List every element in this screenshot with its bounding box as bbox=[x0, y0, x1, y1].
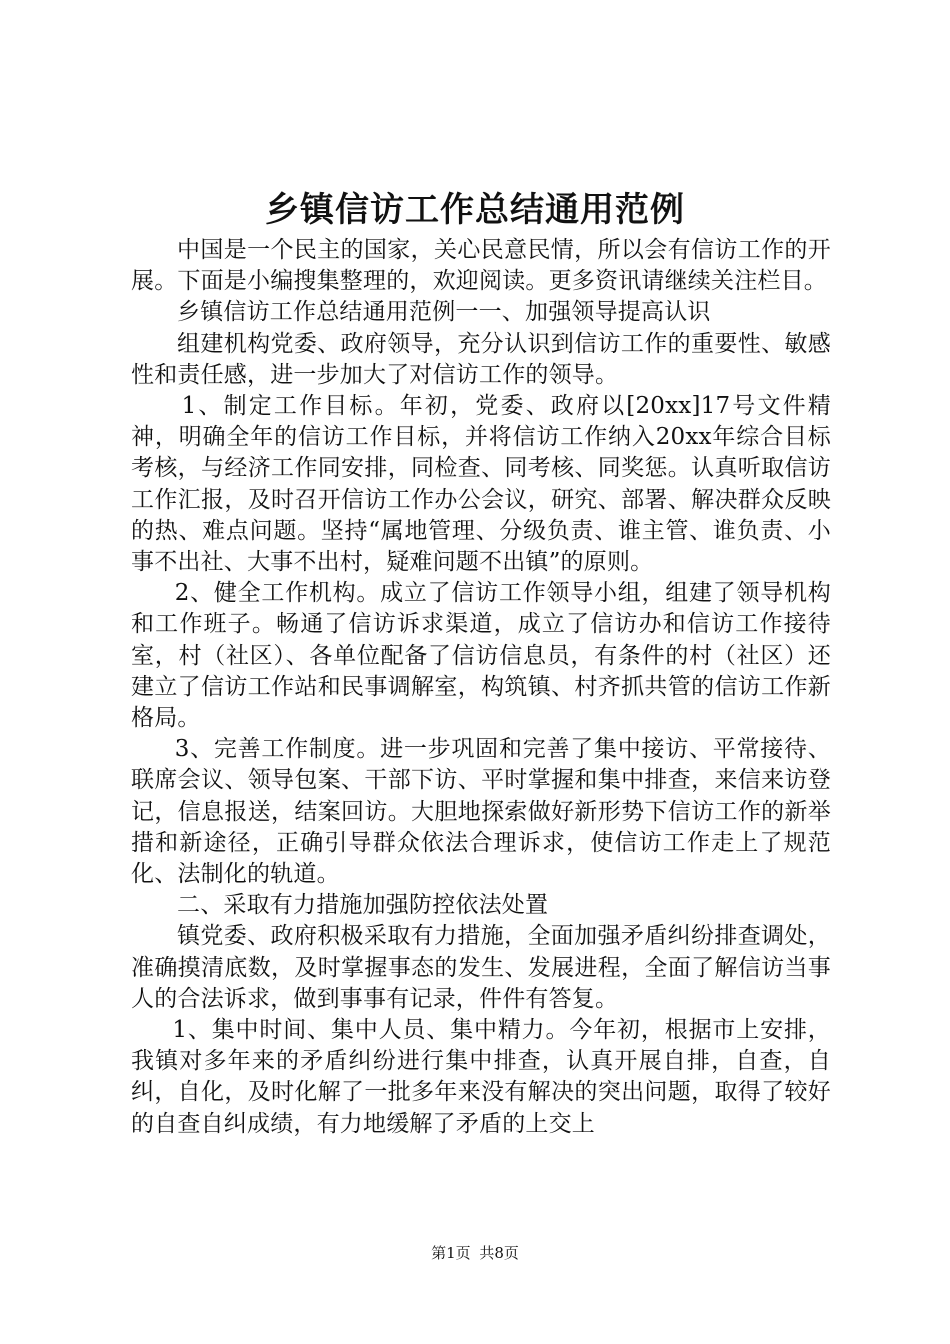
document-title: 乡镇信访工作总结通用范例 bbox=[265, 190, 685, 230]
paragraph-item-1-goals: 1、制定工作目标。年初，党委、政府以[20xx]17号文件精神，明确全年的信访工作目标，并将信访工作纳入20xx年综合目标考核，与经济工作同安排，同检查、同考核、同奖惩。认真听取信访工作汇报，及时召开信访工作办公会议，研究、部署、解决群众反映的热、难点问题。坚持“属地管理、分级负责、谁主管、谁负责、小事不出社、大事不出村，疑难问题不出镇”的原则。 bbox=[131, 393, 831, 576]
paragraph-item-2-structure: 2、健全工作机构。成立了信访工作领导小组，组建了领导机构和工作班子。畅通了信访诉求渠道，成立了信访办和信访工作接待室，村（社区）、各单位配备了信访信息员，有条件的村（社区）还建立了信访工作站和民事调解室，构筑镇、村齐抓共管的信访工作新格局。 bbox=[131, 580, 831, 732]
paragraph-item-1-concentrate: 1、集中时间、集中人员、集中精力。今年初，根据市上安排，我镇对多年来的矛盾纠纷进行集中排查，认真开展自排，自查，自纠，自化，及时化解了一批多年来没有解决的突出问题，取得了较好的自查自纠成绩，有力地缓解了矛盾的上交上 bbox=[131, 1017, 831, 1137]
paragraph-section-heading-2: 二、采取有力措施加强防控依法处置 bbox=[177, 892, 549, 919]
paragraph-measures: 镇党委、政府积极采取有力措施，全面加强矛盾纠纷排查调处，准确摸清底数，及时掌握事态的发生、发展进程，全面了解信访当事人的合法诉求，做到事事有记录，件件有答复。 bbox=[131, 923, 831, 1012]
page-footer bbox=[0, 1242, 950, 1264]
paragraph-intro: 中国是一个民主的国家，关心民意民情，所以会有信访工作的开展。下面是小编搜集整理的，欢迎阅读。更多资讯请继续关注栏目。 bbox=[131, 237, 831, 295]
page-total: 共8页 bbox=[479, 1244, 519, 1262]
page-number: 第1页 bbox=[431, 1244, 471, 1262]
paragraph-item-3-system: 3、完善工作制度。进一步巩固和完善了集中接访、平常接待、联席会议、领导包案、干部下访、平时掌握和集中排查，来信来访登记，信息报送，结案回访。大胆地探索做好新形势下信访工作的新举措和新途径，正确引导群众依法合理诉求，使信访工作走上了规范化、法制化的轨道。 bbox=[131, 736, 831, 888]
paragraph-section-heading-1: 乡镇信访工作总结通用范例一一、加强领导提高认识 bbox=[177, 299, 711, 326]
document-body bbox=[131, 235, 831, 1140]
paragraph-organization: 组建机构党委、政府领导，充分认识到信访工作的重要性、敏感性和责任感，进一步加大了对信访工作的领导。 bbox=[131, 330, 831, 388]
